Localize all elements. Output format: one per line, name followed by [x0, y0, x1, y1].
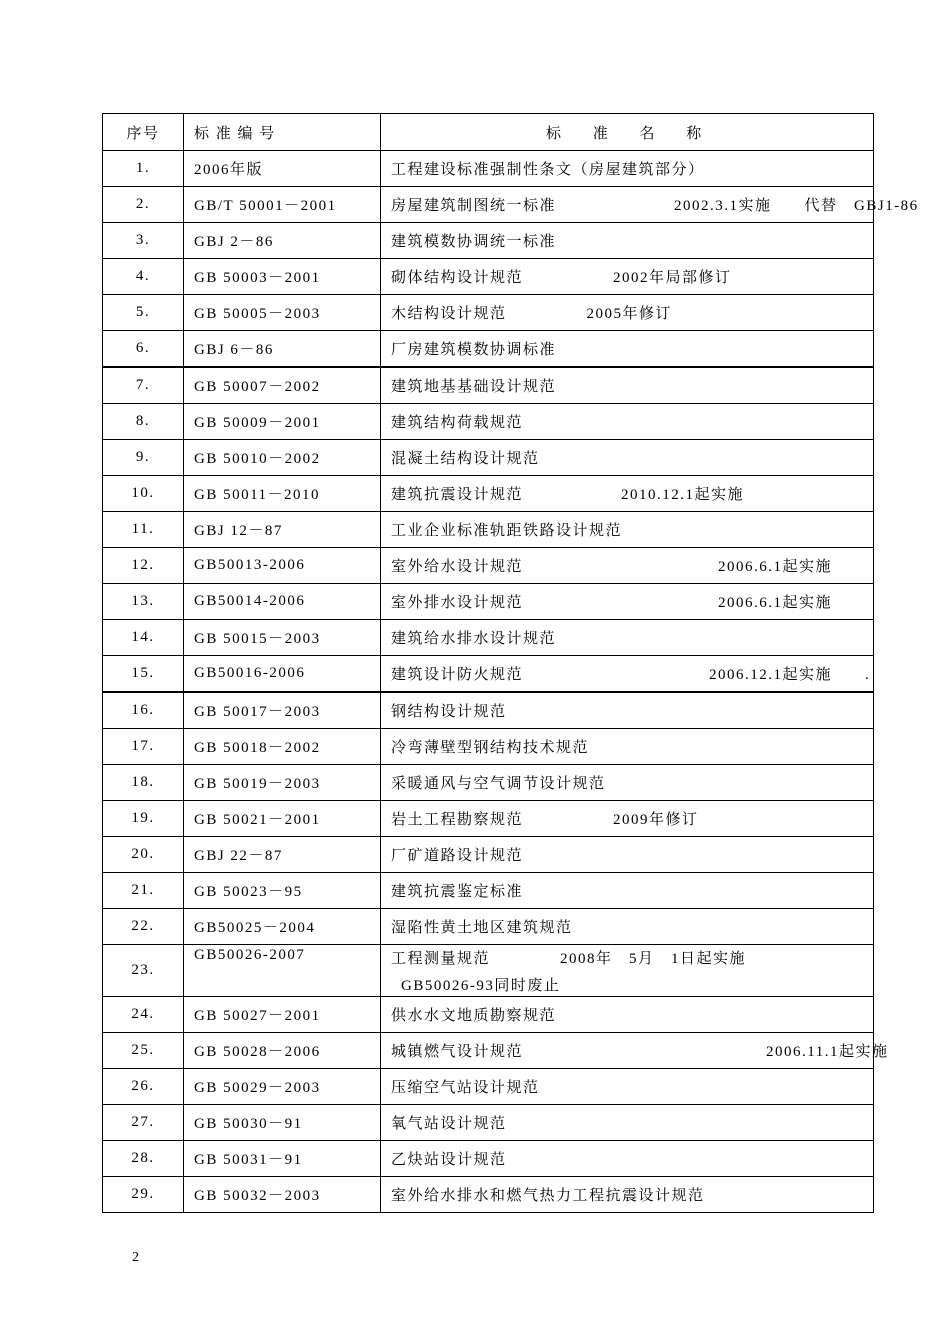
standard-code: GB/T 50001－2001 — [184, 187, 381, 223]
standard-name: 钢结构设计规范 — [391, 704, 507, 720]
row-number: 16. — [103, 692, 184, 729]
standard-code: GB 50019－2003 — [184, 765, 381, 801]
row-number: 23. — [103, 945, 184, 997]
standard-name-cell — [381, 295, 874, 331]
standard-note: 2005年修订 — [586, 306, 673, 322]
standard-name-cell — [381, 729, 874, 765]
standard-note: 2010.12.1起实施 — [621, 487, 745, 503]
standard-name: 氧气站设计规范 — [391, 1116, 507, 1132]
standard-name-line — [391, 700, 873, 721]
row-number: 3. — [103, 223, 184, 259]
table-row — [103, 512, 874, 548]
standard-name-cell — [381, 945, 874, 997]
standard-name-line — [391, 1004, 873, 1025]
table-row — [103, 997, 874, 1033]
table-row — [103, 151, 874, 187]
standard-name-cell — [381, 1033, 889, 1069]
table-row — [103, 692, 874, 729]
row-number: 5. — [103, 295, 184, 331]
standard-code: 2006年版 — [184, 151, 381, 187]
standard-name: 混凝土结构设计规范 — [391, 451, 540, 467]
standard-name-line — [391, 194, 919, 215]
table-row — [103, 548, 874, 584]
table-row — [103, 187, 874, 223]
table-row — [103, 223, 874, 259]
row-number: 27. — [103, 1105, 184, 1141]
standard-name-line — [391, 158, 873, 179]
standard-name-line — [391, 772, 873, 793]
standard-name-line — [391, 1040, 889, 1061]
row-number: 12. — [103, 548, 184, 584]
standard-name-line — [391, 736, 873, 757]
standard-name: 湿陷性黄土地区建筑规范 — [391, 920, 573, 936]
table-row — [103, 909, 874, 945]
table-row — [103, 873, 874, 909]
standard-name-cell — [381, 656, 874, 693]
standard-name-cell — [381, 1105, 874, 1141]
table-row — [103, 331, 874, 368]
row-number: 7. — [103, 367, 184, 404]
standard-name: 建筑抗震设计规范 — [391, 487, 524, 503]
standard-code: GBJ 6－86 — [184, 331, 381, 368]
standard-name: 采暖通风与空气调节设计规范 — [391, 776, 606, 792]
table-row — [103, 1069, 874, 1105]
standard-code: GB 50032－2003 — [184, 1177, 381, 1213]
standard-name-cell — [381, 223, 874, 259]
standard-name-line — [391, 591, 873, 612]
row-number: 20. — [103, 837, 184, 873]
standard-name: 城镇燃气设计规范 — [391, 1044, 524, 1060]
standard-name-cell — [381, 584, 874, 620]
standard-name-line — [391, 916, 873, 937]
standard-name-line — [391, 483, 873, 504]
table-row — [103, 656, 874, 693]
row-number: 29. — [103, 1177, 184, 1213]
standard-code: GB 50027－2001 — [184, 997, 381, 1033]
table-header-row — [103, 114, 874, 151]
standard-name: 压缩空气站设计规范 — [391, 1080, 540, 1096]
row-number: 28. — [103, 1141, 184, 1177]
standard-name-cell — [381, 765, 874, 801]
standard-note: 2006.11.1起实施 — [766, 1044, 889, 1060]
table-row — [103, 837, 874, 873]
standard-name-cell — [381, 1069, 874, 1105]
row-number: 6. — [103, 331, 184, 368]
table-row — [103, 259, 874, 295]
standard-note: 2002年局部修订 — [613, 270, 732, 286]
row-number: 19. — [103, 801, 184, 837]
standard-name-line — [391, 663, 873, 684]
standards-table — [102, 113, 919, 1213]
standard-name: 室外排水设计规范 — [391, 595, 524, 611]
standard-name-cell — [381, 997, 874, 1033]
header-name: 标 准 名 称 — [381, 114, 874, 151]
standard-name-line — [391, 230, 873, 251]
standard-name-line — [391, 555, 873, 576]
standard-name-line — [391, 1184, 873, 1205]
standard-name: 建筑给水排水设计规范 — [391, 631, 557, 647]
standard-code: GBJ 2－86 — [184, 223, 381, 259]
standard-name-line — [391, 1112, 873, 1133]
table-row — [103, 404, 874, 440]
row-number: 13. — [103, 584, 184, 620]
standard-code: GB 50030－91 — [184, 1105, 381, 1141]
header-no: 序号 — [103, 114, 184, 151]
table-row — [103, 729, 874, 765]
standard-code: GB 50029－2003 — [184, 1069, 381, 1105]
standard-note-line2: GB50026-93同时废止 — [401, 978, 561, 994]
standard-name: 工业企业标准轨距铁路设计规范 — [391, 523, 623, 539]
standard-name-line — [391, 947, 873, 968]
standard-name-cell — [381, 440, 874, 476]
row-number: 25. — [103, 1033, 184, 1069]
standard-name-line — [391, 519, 873, 540]
standard-code: GB 50021－2001 — [184, 801, 381, 837]
standards-table-body — [103, 114, 919, 1213]
standard-name: 建筑地基基础设计规范 — [391, 379, 557, 395]
standard-name-line — [391, 627, 873, 648]
table-row — [103, 1033, 874, 1069]
row-number: 26. — [103, 1069, 184, 1105]
standard-name: 厂房建筑模数协调标准 — [391, 342, 557, 358]
row-number: 15. — [103, 656, 184, 693]
standard-name-cell — [381, 1177, 874, 1213]
page-number: 2 — [132, 1250, 139, 1265]
row-number: 22. — [103, 909, 184, 945]
table-row — [103, 1141, 874, 1177]
standard-code: GB 50028－2006 — [184, 1033, 381, 1069]
table-row — [103, 295, 874, 331]
standard-name-line — [391, 375, 873, 396]
standard-name: 岩土工程勘察规范 — [391, 812, 524, 828]
standard-name-cell — [381, 187, 919, 223]
standard-name-cell — [381, 837, 874, 873]
standard-code: GB50014-2006 — [184, 584, 381, 620]
standard-name: 乙炔站设计规范 — [391, 1152, 507, 1168]
standard-code: GB 50010－2002 — [184, 440, 381, 476]
standard-name: 供水水文地质勘察规范 — [391, 1008, 557, 1024]
standard-code: GB 50003－2001 — [184, 259, 381, 295]
row-number: 4. — [103, 259, 184, 295]
table-row — [103, 765, 874, 801]
header-code: 标 准 编 号 — [184, 114, 381, 151]
standard-name: 房屋建筑制图统一标准 — [391, 198, 557, 214]
standard-name-line — [391, 1148, 873, 1169]
table-row — [103, 440, 874, 476]
table-row — [103, 476, 874, 512]
standard-name-line — [391, 447, 873, 468]
table-row — [103, 367, 874, 404]
standard-name-line — [391, 338, 873, 359]
standard-name: 建筑抗震鉴定标准 — [391, 884, 524, 900]
standard-code: GB 50005－2003 — [184, 295, 381, 331]
standard-name-cell — [381, 620, 874, 656]
table-row — [103, 1105, 874, 1141]
standard-name-line — [391, 1076, 873, 1097]
standard-name: 室外给水排水和燃气热力工程抗震设计规范 — [391, 1188, 705, 1204]
standard-name: 室外给水设计规范 — [391, 559, 524, 575]
standard-code: GB 50009－2001 — [184, 404, 381, 440]
standard-code: GB50013-2006 — [184, 548, 381, 584]
table-row — [103, 1177, 874, 1213]
standard-note: 2009年修订 — [613, 812, 699, 828]
standard-name-line — [391, 266, 873, 287]
standard-note: 2006.6.1起实施 — [718, 559, 833, 575]
standard-name-cell — [381, 692, 874, 729]
standard-name-cell — [381, 873, 874, 909]
standard-name-cell — [381, 909, 874, 945]
table-row — [103, 801, 874, 837]
standard-name-cell — [381, 151, 874, 187]
standard-code: GB50025－2004 — [184, 909, 381, 945]
standard-name-cell — [381, 801, 874, 837]
standard-note: 2008年 5月 1日起实施 — [560, 951, 747, 967]
table-row — [103, 945, 874, 997]
row-number: 17. — [103, 729, 184, 765]
standard-note: 2002.3.1实施 代替 GBJ1-86 — [674, 198, 919, 214]
standard-name: 建筑模数协调统一标准 — [391, 234, 557, 250]
row-number: 1. — [103, 151, 184, 187]
row-number: 2. — [103, 187, 184, 223]
standard-name: 木结构设计规范 — [391, 306, 507, 322]
table-row — [103, 620, 874, 656]
row-number: 11. — [103, 512, 184, 548]
standard-code: GB 50007－2002 — [184, 367, 381, 404]
standard-name-cell — [381, 367, 874, 404]
row-number: 18. — [103, 765, 184, 801]
standard-name-cell — [381, 404, 874, 440]
standard-code: GB 50031－91 — [184, 1141, 381, 1177]
standard-code: GB50016-2006 — [184, 656, 381, 693]
standard-code: GB 50023－95 — [184, 873, 381, 909]
row-number: 9. — [103, 440, 184, 476]
standard-name-line — [391, 302, 873, 323]
standard-code: GB 50017－2003 — [184, 692, 381, 729]
standard-name-cell — [381, 259, 874, 295]
standard-code: GBJ 12－87 — [184, 512, 381, 548]
standard-name: 建筑设计防火规范 — [391, 667, 524, 683]
standard-name-cell — [381, 476, 874, 512]
table-row — [103, 584, 874, 620]
row-number: 14. — [103, 620, 184, 656]
row-number: 21. — [103, 873, 184, 909]
standard-note: 2006.12.1起实施 . — [709, 667, 871, 683]
standard-name-line — [391, 880, 873, 901]
row-number: 8. — [103, 404, 184, 440]
standard-name-line — [391, 411, 873, 432]
standard-code: GB 50011－2010 — [184, 476, 381, 512]
standard-name-line — [391, 808, 873, 829]
standard-name-line — [391, 844, 873, 865]
standard-name: 工程测量规范 — [391, 951, 491, 967]
standard-name-cell — [381, 331, 874, 368]
row-number: 24. — [103, 997, 184, 1033]
standard-name-cell — [381, 512, 874, 548]
standard-code: GBJ 22－87 — [184, 837, 381, 873]
standard-name: 冷弯薄壁型钢结构技术规范 — [391, 740, 590, 756]
standard-name: 厂矿道路设计规范 — [391, 848, 524, 864]
standard-name-cell — [381, 1141, 874, 1177]
standard-name-cell — [381, 548, 874, 584]
row-number: 10. — [103, 476, 184, 512]
standard-name: 工程建设标准强制性条文（房屋建筑部分） — [391, 162, 705, 178]
standard-name: 砌体结构设计规范 — [391, 270, 524, 286]
standard-note: 2006.6.1起实施 — [718, 595, 833, 611]
standard-name: 建筑结构荷载规范 — [391, 415, 524, 431]
standard-code: GB 50015－2003 — [184, 620, 381, 656]
standard-code: GB50026-2007 — [184, 945, 381, 997]
standard-code: GB 50018－2002 — [184, 729, 381, 765]
